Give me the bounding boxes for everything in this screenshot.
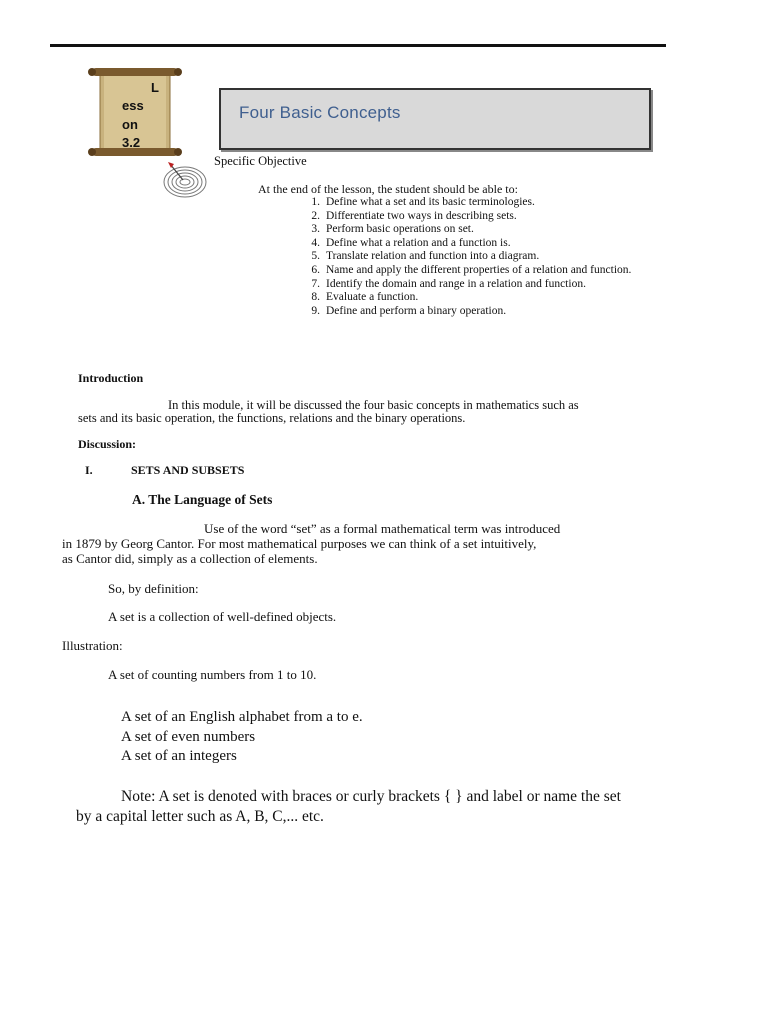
list-item: 9. Define and perform a binary operation. [311,304,507,317]
example-1: A set of counting numbers from 1 to 10. [108,667,317,682]
list-item: 7. Identify the domain and range in a relation and function. [311,277,586,290]
note-line-2: by a capital letter such as A, B, C,... etc. [76,808,324,825]
set-definition: A set is a collection of well-defined objects. [108,609,337,624]
specific-objective-heading: Specific Objective [214,154,307,168]
example-2: A set of an English alphabet from a to e. [121,709,363,725]
cantor-line-1: Use of the word “set” as a formal mathematical term was introduced [204,521,561,536]
badge-line-1: L [151,80,159,95]
example-3: A set of even numbers [121,729,256,745]
note-line-1: Note: A set is denoted with braces or curly brackets { } and label or name the set [121,788,621,805]
section-title: SETS AND SUBSETS [131,463,245,477]
badge-line-3: on [122,117,138,132]
lesson-title: Four Basic Concepts [239,103,401,122]
cantor-line-2: in 1879 by Georg Cantor. For most mathematical purposes we can think of a set intuitively, [62,536,537,551]
objective-intro: At the end of the lesson, the student should be able to: [258,182,518,196]
list-item: 1. Define what a set and its basic terminologies. [311,196,535,208]
list-item: 3. Perform basic operations on set. [311,223,474,236]
section-number: I. [85,463,93,477]
top-rule [50,44,666,47]
definition-intro: So, by definition: [108,581,199,596]
target-icon [158,160,208,200]
list-item: 4. Define what a relation and a function is. [311,236,511,249]
list-item: 6. Name and apply the different properties of a relation and function. [311,263,632,276]
discussion-heading: Discussion: [78,437,137,451]
badge-line-2: ess [122,98,144,113]
illustration-heading: Illustration: [62,638,123,653]
objective-list [298,196,658,318]
example-4: A set of an integers [121,748,237,764]
introduction-heading: Introduction [78,371,144,385]
introduction-line-2: sets and its basic operation, the functions, relations and the binary operations. [78,411,466,425]
list-item: 5. Translate relation and function into a diagram. [311,250,540,263]
badge-line-4: 3.2 [122,135,141,150]
introduction-line-1: In this module, it will be discussed the four basic concepts in mathematics such as [168,398,579,412]
cantor-line-3: as Cantor did, simply as a collection of elements. [62,551,318,566]
list-item: 2. Differentiate two ways in describing sets. [311,209,517,222]
lesson-title-box [219,88,651,150]
subsection-title: A. The Language of Sets [132,492,273,507]
list-item: 8. Evaluate a function. [311,291,419,304]
